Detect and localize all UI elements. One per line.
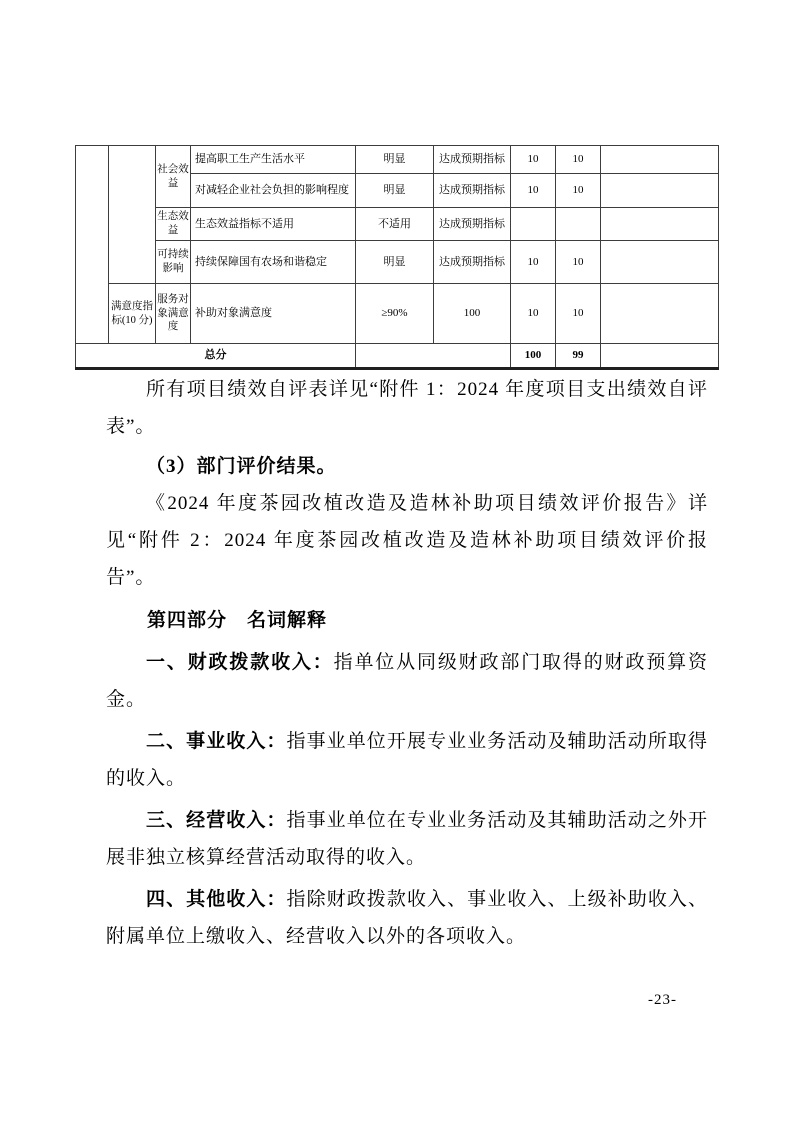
cell-target-value: 明显 — [356, 241, 434, 284]
document-body — [106, 371, 708, 955]
cell-remark-empty — [601, 284, 719, 344]
term-lead: 二、事业收入： — [146, 731, 287, 752]
cell-score: 10 — [556, 241, 601, 284]
table-row — [76, 284, 719, 344]
table-row — [76, 208, 719, 241]
table-total-row — [76, 344, 719, 369]
term-text: 指事业单位开展专业业务活动及辅助活动所取得的收入。 — [106, 731, 708, 789]
cell-remark-empty — [601, 174, 719, 208]
cell-score: 10 — [556, 174, 601, 208]
cell-actual-value: 达成预期指标 — [434, 174, 511, 208]
term-text: 指除财政拨款收入、事业收入、上级补助收入、附属单位上缴收入、经营收入以外的各项收入。 — [106, 889, 708, 947]
cell-actual-value: 达成预期指标 — [434, 208, 511, 241]
cell-target-value: 明显 — [356, 174, 434, 208]
cell-indicator: 持续保障国有农场和谐稳定 — [191, 241, 356, 284]
cell-indicator: 提高职工生产生活水平 — [191, 146, 356, 174]
heading-part4-terms: 第四部分 名词解释 — [147, 610, 328, 631]
cell-indicator: 生态效益指标不适用 — [191, 208, 356, 241]
cell-remark-empty — [601, 208, 719, 241]
cell-social-benefit-label: 社会效益 — [156, 146, 191, 208]
cell-remark-empty — [601, 146, 719, 174]
cell-remark-empty — [601, 241, 719, 284]
cell-weight: 10 — [511, 284, 556, 344]
cell-total-empty — [356, 344, 511, 369]
cell-weight: 10 — [511, 146, 556, 174]
cell-weight: 10 — [511, 174, 556, 208]
cell-indicator: 补助对象满意度 — [191, 284, 356, 344]
term-text: 指单位从同级财政部门取得的财政预算资金。 — [106, 652, 708, 710]
table-row — [76, 241, 719, 284]
cell-indicator: 对减轻企业社会负担的影响程度 — [191, 174, 356, 208]
cell-score: 10 — [556, 284, 601, 344]
cell-score: 10 — [556, 146, 601, 174]
heading-dept-eval-result: （3）部门评价结果。 — [146, 456, 337, 477]
cell-weight: 10 — [511, 241, 556, 284]
cell-satisfaction-category-label: 满意度指标(10 分) — [109, 284, 156, 344]
term-other-income — [106, 881, 708, 955]
cell-total-label: 总分 — [76, 344, 356, 369]
term-business-income — [106, 723, 708, 797]
term-lead: 一、财政拨款收入： — [146, 652, 334, 673]
cell-weight — [511, 208, 556, 241]
paragraph-dept-eval-report: 《2024 年度茶园改植改造及造林补助项目绩效评价报告》详见“附件 2：2024 年度茶园改植改造及造林补助项目绩效评价报告”。 — [106, 493, 708, 588]
cell-total-score: 99 — [556, 344, 601, 369]
term-fiscal-appropriation-income — [106, 644, 708, 718]
table-row — [76, 146, 719, 174]
cell-remark-empty — [601, 344, 719, 369]
term-lead: 四、其他收入： — [146, 889, 287, 910]
cell-sustainability-label: 可持续影响 — [156, 241, 191, 284]
cell-empty-col1 — [76, 146, 109, 344]
cell-actual-value: 100 — [434, 284, 511, 344]
cell-actual-value: 达成预期指标 — [434, 146, 511, 174]
cell-satisfaction-sub-label: 服务对象满意度 — [156, 284, 191, 344]
term-text: 指事业单位在专业业务活动及其辅助活动之外开展非独立核算经营活动取得的收入。 — [106, 810, 708, 868]
cell-target-value: 明显 — [356, 146, 434, 174]
cell-ecological-benefit-label: 生态效益 — [156, 208, 191, 241]
cell-target-value: ≥90% — [356, 284, 434, 344]
performance-self-eval-table — [75, 145, 719, 370]
cell-score — [556, 208, 601, 241]
term-operating-income — [106, 802, 708, 876]
cell-actual-value: 达成预期指标 — [434, 241, 511, 284]
term-lead: 三、经营收入： — [146, 810, 287, 831]
cell-empty-col2 — [109, 146, 156, 284]
paragraph-self-eval-note: 所有项目绩效自评表详见“附件 1：2024 年度项目支出绩效自评表”。 — [106, 379, 708, 437]
cell-target-value: 不适用 — [356, 208, 434, 241]
page-number: -23- — [648, 992, 677, 1008]
cell-total-weight: 100 — [511, 344, 556, 369]
